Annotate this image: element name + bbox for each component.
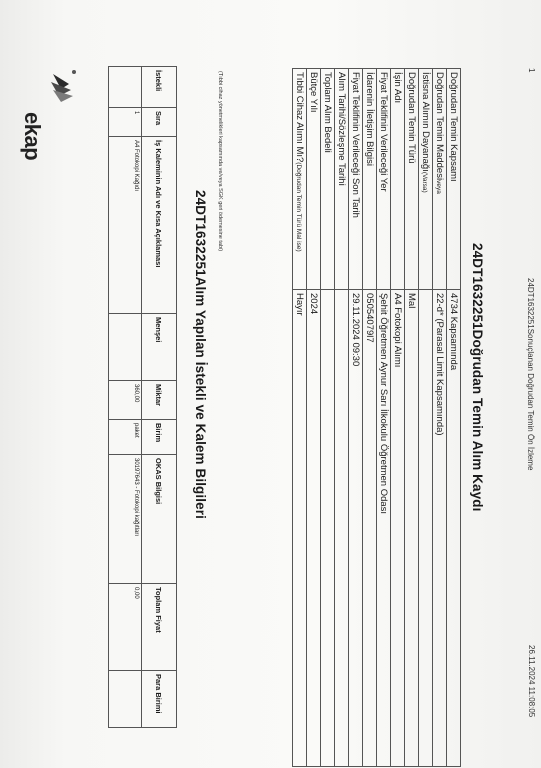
info-row-value: 29.11.2024 09:30 — [349, 290, 363, 767]
info-label-text: Doğrudan Temin Maddesi — [434, 72, 445, 181]
info-row-label — [307, 69, 321, 290]
info-label-text: Alım Tarihi/Sözleşme Tarihi — [336, 72, 347, 186]
ekap-logo — [43, 66, 83, 126]
items-cell: paket — [109, 420, 142, 455]
items-header-cell: İstekli — [142, 67, 177, 108]
info-row-value: 4734 Kapsamında — [447, 290, 461, 767]
info-row — [419, 69, 433, 767]
info-label-text: Fiyat Teklifinin Verileceği Yer — [378, 72, 389, 192]
items-cell — [109, 67, 142, 108]
items-cell: 360,00 — [109, 381, 142, 420]
info-label-sub: veya — [435, 180, 442, 194]
items-cell: 1 — [109, 108, 142, 137]
table-row — [109, 67, 142, 728]
items-header-cell: OKAS Bilgisi — [142, 455, 177, 584]
info-label-sub: (Doğrudan Temin Türü Mal ise) — [295, 162, 302, 252]
info-label-text: Toplam Alım Bedeli — [322, 72, 333, 153]
info-row — [447, 69, 461, 767]
info-row-label — [391, 69, 405, 290]
info-row-value — [335, 290, 349, 767]
info-row-label — [447, 69, 461, 290]
page-number: 1 — [527, 68, 536, 73]
items-table — [108, 66, 177, 728]
info-label-text: Doğrudan Temin Türü — [406, 72, 417, 164]
info-row — [363, 69, 377, 767]
items-title: 24DT1632251Alım Yapılan İstekli ve Kalem Bilgileri — [193, 190, 208, 519]
info-row-label — [349, 69, 363, 290]
info-row-value: 05054079l7 — [363, 290, 377, 767]
ekap-logo-icon — [43, 66, 83, 126]
items-header-cell: İş Kaleminin Adı ve Kısa Açıklaması — [142, 137, 177, 314]
info-row-value: 2024 — [307, 290, 321, 767]
info-label-text: Bütçe Yılı — [308, 72, 319, 113]
items-cell: A4 Fotokopi Kağıdı — [109, 137, 142, 314]
info-row — [307, 69, 321, 767]
items-cell: 0,00 — [109, 584, 142, 671]
info-row-value: Mal — [405, 290, 419, 767]
info-row-label — [419, 69, 433, 290]
info-row — [433, 69, 447, 767]
logo-text: ekap — [20, 112, 45, 161]
info-row-value — [321, 290, 335, 767]
info-row — [377, 69, 391, 767]
items-cell — [109, 314, 142, 381]
info-label-text: İdarenin İletişim Bilgisi — [364, 72, 375, 166]
info-label-text: Fiyat Teklifinin Verileceği Son Tarih — [350, 72, 361, 218]
info-row-label — [377, 69, 391, 290]
info-row — [335, 69, 349, 767]
items-header-cell: Miktar — [142, 381, 177, 420]
info-table — [292, 68, 461, 767]
info-row — [391, 69, 405, 767]
info-row — [405, 69, 419, 767]
info-row-label — [363, 69, 377, 290]
items-header-cell: Menşei — [142, 314, 177, 381]
items-cell — [109, 671, 142, 728]
info-label-text: İstisna Alımın Dayanağı — [420, 72, 431, 172]
info-label-sub: (Varsa) — [421, 171, 428, 193]
header-datetime: 26.11.2024 11:08:05 — [527, 645, 536, 718]
info-row — [321, 69, 335, 767]
info-row-value: Hayır — [293, 290, 307, 767]
items-header-cell: Sıra — [142, 108, 177, 137]
main-title: 24DT1632251Doğrudan Temin Alım Kaydı — [470, 243, 485, 512]
info-row-value: Şehit Öğretmen Aynur Sarı İlkokulu Öğretmen Odası — [377, 290, 391, 767]
info-row-label — [293, 69, 307, 290]
info-label-text: Doğrudan Temin Kapsamı — [448, 72, 459, 182]
info-row-label — [335, 69, 349, 290]
info-row — [349, 69, 363, 767]
info-row-value: A4 Fotokopi Alımı — [391, 290, 405, 767]
info-row-label — [321, 69, 335, 290]
info-label-text: İşin Adı — [392, 72, 403, 104]
header-title: 24DT1632251Sonuçlanan Doğrudan Temin Ön İzleme — [526, 278, 535, 471]
items-cell: 30197643 - Fotokopi kağıtları — [109, 455, 142, 584]
items-header-cell: Toplam Fiyat — [142, 584, 177, 671]
info-row-value: 22-d* (Parasal Limit Kapsamında) — [433, 290, 447, 767]
info-row-label — [433, 69, 447, 290]
info-note: (Tıbbi cihaz yönetmelikleri kapsamında ve/veya SGK geri ödemesine tabi) — [217, 71, 223, 252]
info-row-label — [405, 69, 419, 290]
info-row-value — [419, 290, 433, 767]
info-label-text: Tıbbi Cihaz Alımı Mı? — [294, 72, 305, 163]
items-header-cell: Para Birimi — [142, 671, 177, 728]
info-row — [293, 69, 307, 767]
items-header-cell: Birim — [142, 420, 177, 455]
